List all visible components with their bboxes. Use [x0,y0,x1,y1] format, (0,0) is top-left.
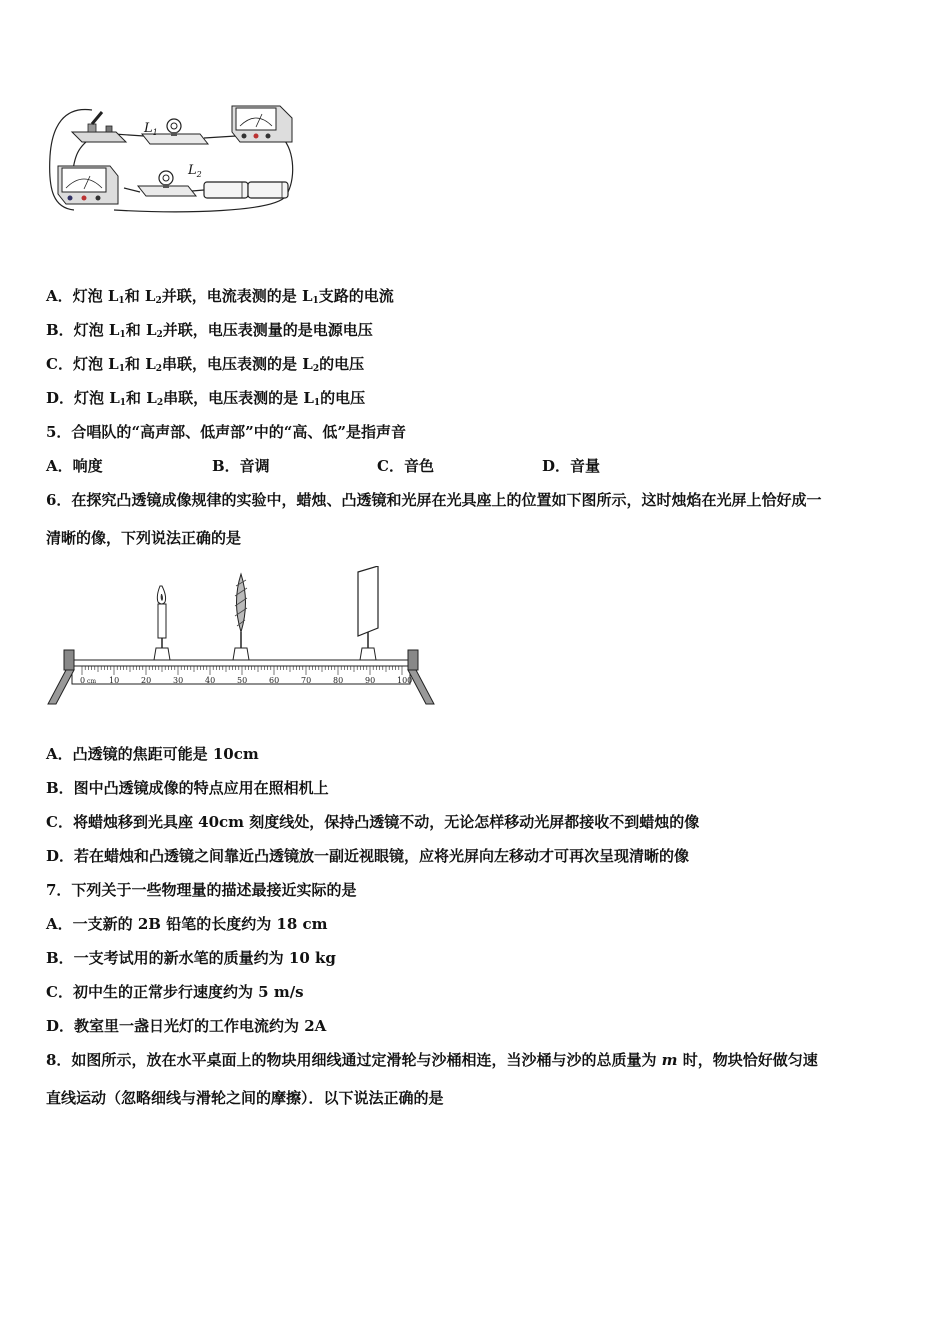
bench-tick-label: 90 [365,676,376,685]
q8-stem-line2: 直线运动（忽略细线与滑轮之间的摩擦）．以下说法正确的是 [46,1089,444,1107]
ammeter [232,106,292,142]
q7-option-a[interactable]: A．一支新的 2B 铅笔的长度约为 18 cm [46,915,328,933]
bench-tick-label: 70 [301,676,312,685]
label-l1: $L_1$ [144,121,158,137]
q5-option-b[interactable]: B．音调 [212,457,270,475]
q8-stem-line1: 8．如图所示，放在水平桌面上的物块用细线通过定滑轮与沙桶相连，当沙桶与沙的总质量为 m 时，物块恰好做匀速 [46,1051,818,1069]
q5-option-a[interactable]: A．响度 [46,457,103,475]
bench-tick-label: 50 [237,676,248,685]
bench-tick-label: 20 [141,676,152,685]
q4-option-b[interactable]: B．灯泡 $L_1$和 $L_2$并联，电压表测量的是电源电压 [46,321,373,340]
q5-stem: 5．合唱队的“高声部、低声部”中的“高、低”是指声音 [46,423,406,441]
q6-stem-line1: 6．在探究凸透镜成像规律的实验中，蜡烛、凸透镜和光屏在光具座上的位置如下图所示，这时烛焰在光屏上恰好成一 [46,491,822,509]
battery-pack [204,182,288,198]
candle [154,586,170,660]
bench-tick-label: 10 [109,676,120,685]
bench-tick-label: 40 [205,676,216,685]
q5-option-d[interactable]: D．音量 [542,457,601,475]
q5-option-c[interactable]: C．音色 [377,457,434,475]
bench-unit-label: cm [87,678,97,685]
q4-option-c[interactable]: C．灯泡 $L_1$和 $L_2$串联，电压表测的是 $L_2$的电压 [46,355,365,374]
voltmeter [58,166,118,204]
q6-option-b[interactable]: B．图中凸透镜成像的特点应用在照相机上 [46,779,329,797]
switch [72,112,126,142]
q7-option-b[interactable]: B．一支考试用的新水笔的质量约为 10 kg [46,949,336,967]
optical-bench-diagram [44,566,438,708]
q7-option-c[interactable]: C．初中生的正常步行速度约为 5 m/s [46,983,304,1001]
circuit-diagram [44,96,300,220]
bench-tick-label: 60 [269,676,280,685]
q6-option-d[interactable]: D．若在蜡烛和凸透镜之间靠近凸透镜放一副近视眼镜，应将光屏向左移动才可再次呈现清晰的像 [46,847,690,865]
bench-tick-label: 100 [397,676,413,685]
bench-tick-label: 0 [80,676,86,685]
label-l2: $L_2$ [188,163,202,179]
q4-option-d[interactable]: D．灯泡 $L_1$和 $L_2$串联，电压表测的是 $L_1$的电压 [46,389,366,408]
q6-option-a[interactable]: A．凸透镜的焦距可能是 10cm [46,745,259,763]
bench-tick-label: 80 [333,676,344,685]
q6-stem-line2: 清晰的像，下列说法正确的是 [46,529,242,547]
light-screen [358,566,378,660]
bench-tick-label: 30 [173,676,184,685]
q5-options [46,456,686,476]
convex-lens [233,574,249,660]
q7-option-d[interactable]: D．教室里一盏日光灯的工作电流约为 2A [46,1017,327,1035]
variable-m: m [661,1051,678,1069]
q4-option-a[interactable]: A．灯泡 $L_1$和 $L_2$并联，电流表测的是 $L_1$支路的电流 [46,287,394,306]
q6-option-c[interactable]: C．将蜡烛移到光具座 40cm 刻度线处，保持凸透镜不动，无论怎样移动光屏都接收不到蜡烛的像 [46,813,700,831]
q7-stem: 7．下列关于一些物理量的描述最接近实际的是 [46,881,357,899]
